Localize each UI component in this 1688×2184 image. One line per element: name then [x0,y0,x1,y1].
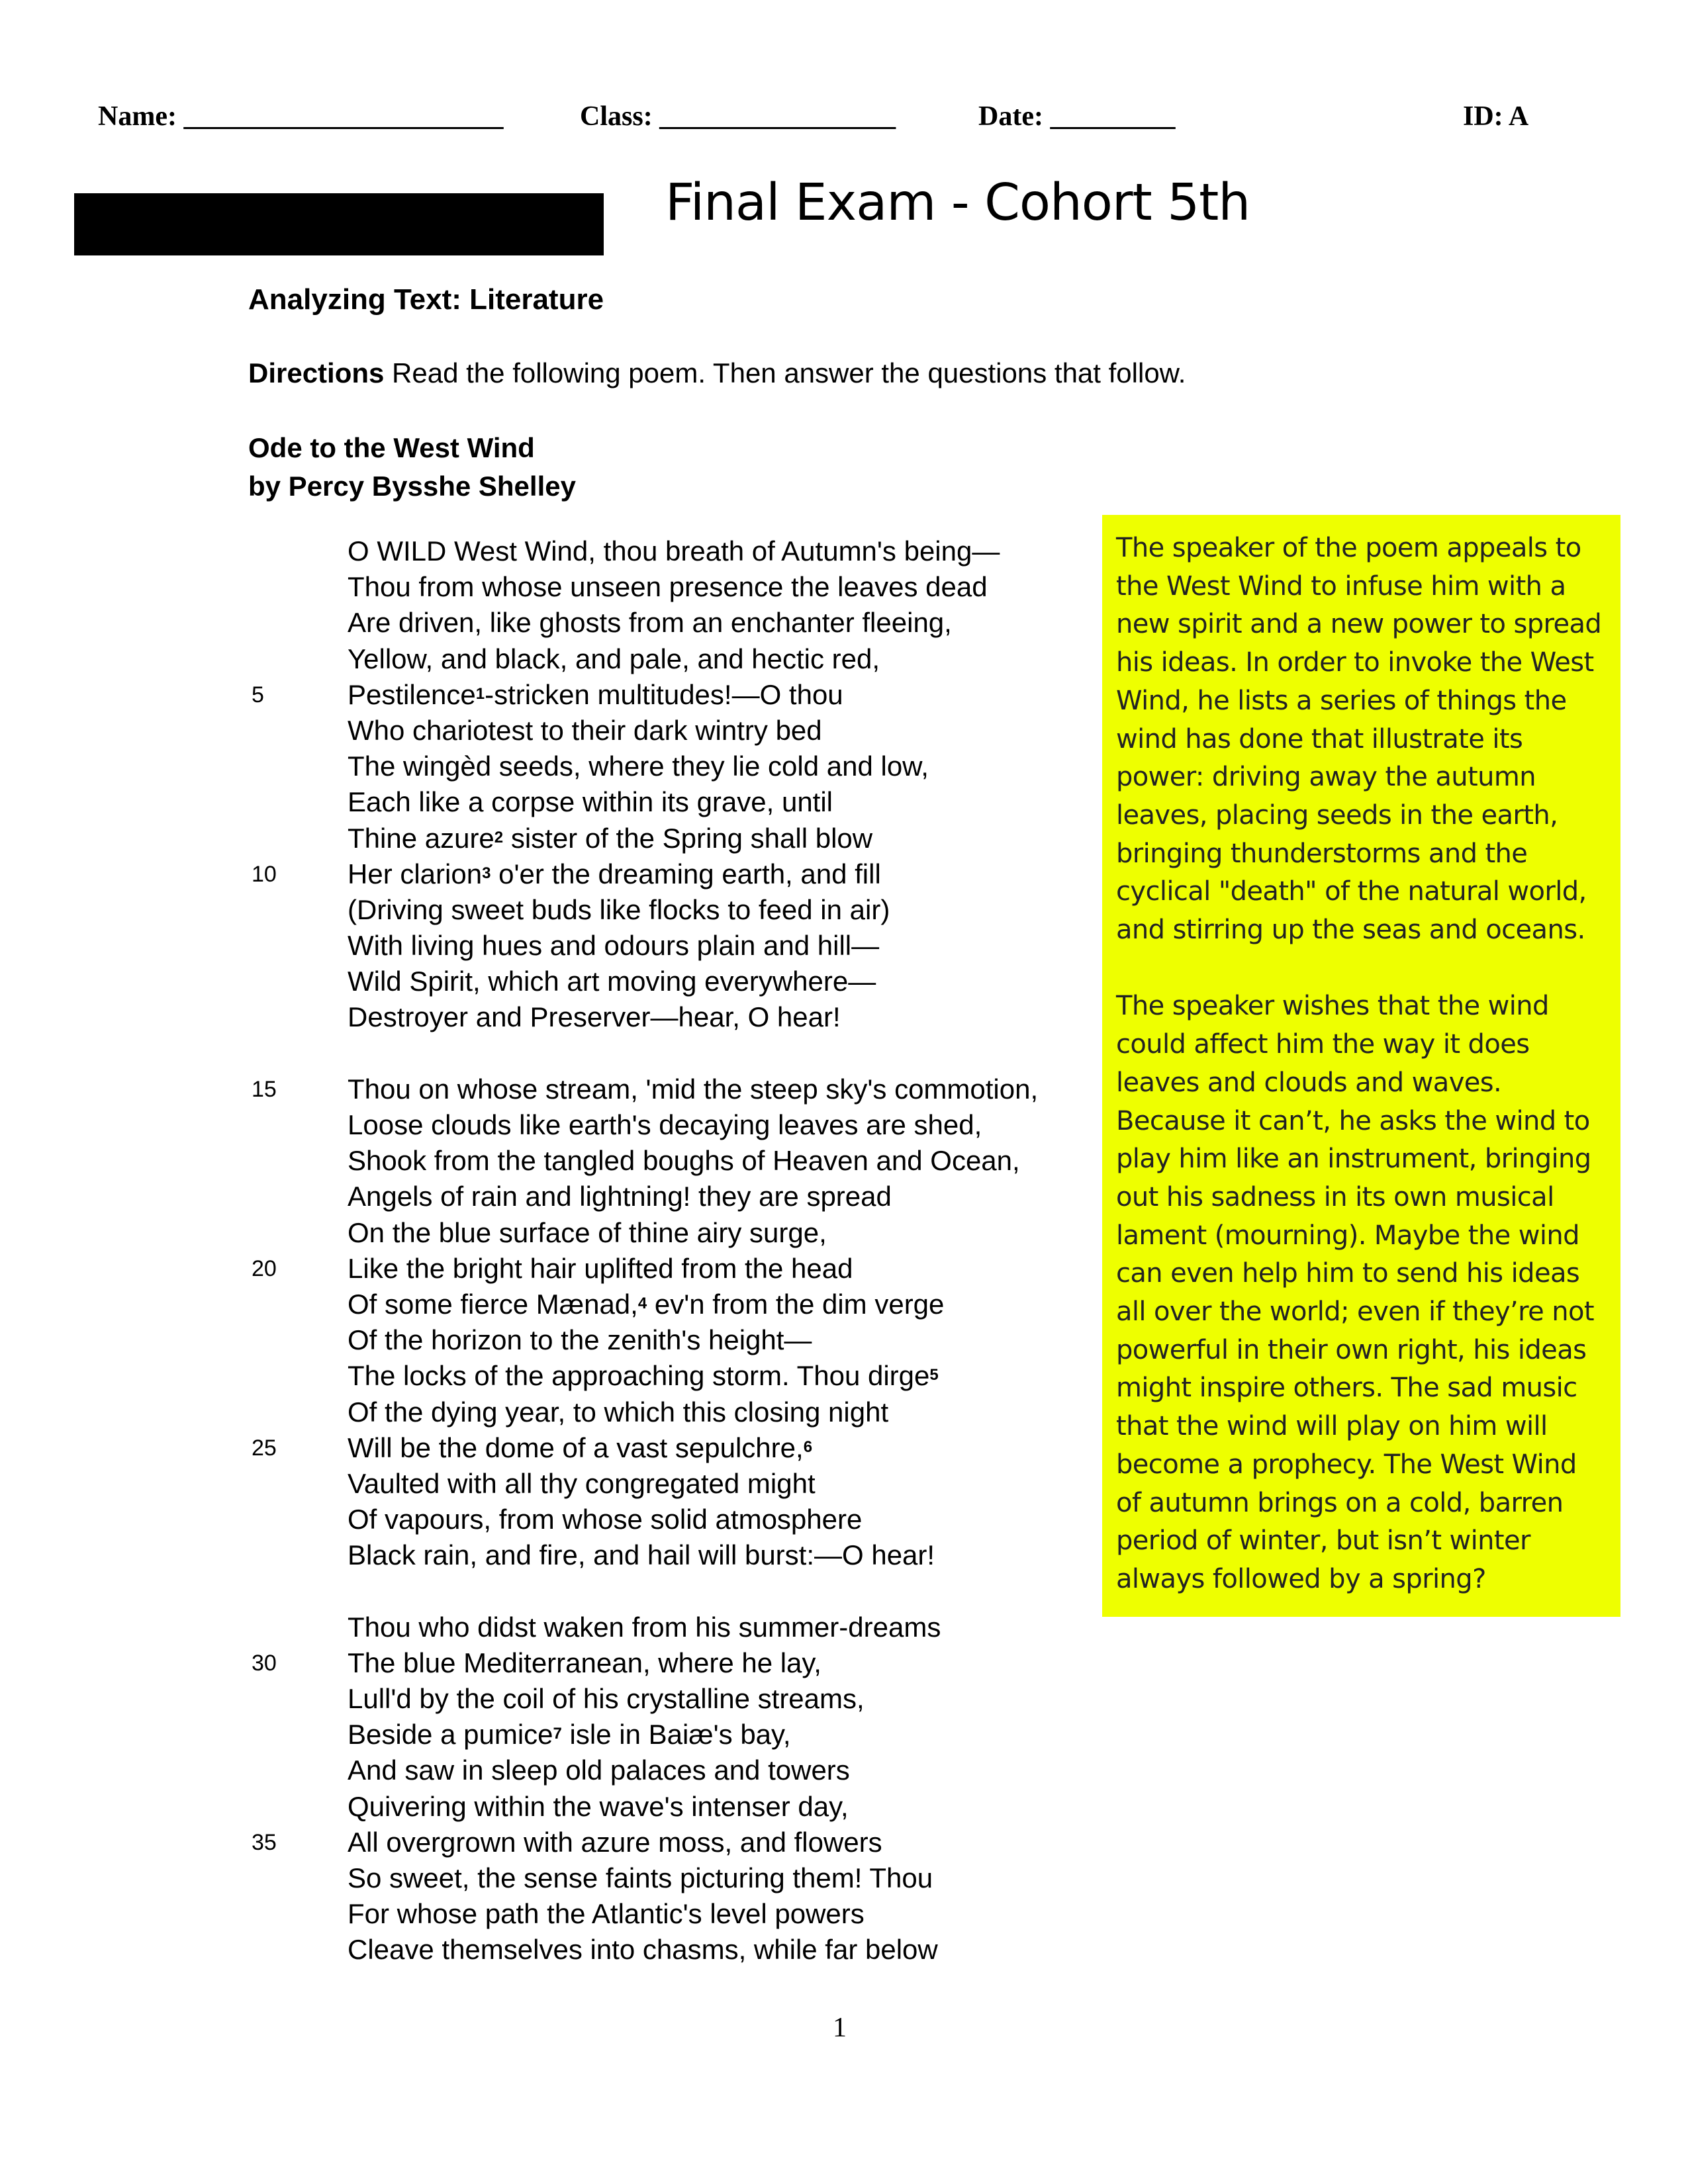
page-number: 1 [833,2013,847,2043]
footnote-marker: 6 [803,1437,813,1456]
line-text: Of the horizon to the zenith's height— [348,1324,812,1356]
poem-line [252,1394,1112,1430]
line-text: Lull'd by the coil of his crystalline streams, [348,1683,865,1714]
line-text-part: Beside a pumice [348,1719,553,1751]
poem-heading [248,429,576,506]
line-text: Thou from whose unseen presence the leaves dead [348,571,988,603]
directions [248,357,1186,389]
line-text: On the blue surface of thine airy surge, [348,1216,827,1248]
poem-line [252,569,1112,605]
poem-line [252,1466,1112,1502]
line-text-part: Thine azure [348,822,494,854]
line-text: Black rain, and fire, and hail will burst:—O hear! [348,1539,935,1571]
poem-line [252,1752,1112,1788]
line-text: Destroyer and Preserver—hear, O hear! [348,1001,841,1033]
poem-line [252,605,1112,641]
line-number: 10 [252,861,277,887]
poem-line [252,1825,1112,1860]
line-text: (Driving sweet buds like flocks to feed in air) [348,893,890,925]
line-text-part: -stricken multitudes!—O thou [485,678,843,710]
poem-line [252,1932,1112,1968]
poem-line [252,677,1112,713]
line-text: All overgrown with azure moss, and flowers [348,1826,882,1858]
directions-label: Directions [248,357,385,388]
redaction-bar [74,193,604,255]
poem-line [252,999,1112,1035]
line-text-part: sister of the Spring shall blow [503,822,873,854]
header-fields [98,101,1541,140]
line-text: The wingèd seeds, where they lie cold and low, [348,751,929,782]
footnote-marker: 5 [929,1366,939,1385]
line-text: Quivering within the wave's intenser day, [348,1790,849,1822]
line-number: 20 [252,1255,277,1281]
line-text: Thou on whose stream, 'mid the steep sky's commotion, [348,1073,1039,1105]
line-text: Each like a corpse within its grave, until [348,786,833,818]
line-text: The blue Mediterranean, where he lay, [348,1647,821,1678]
exam-title: Final Exam - Cohort 5th [665,173,1250,232]
class-field-label: Class: _________________ [580,101,896,132]
poem-line [252,1717,1112,1752]
poem-line [252,964,1112,999]
poem-line [252,713,1112,749]
stanza-break [252,1573,1112,1609]
line-text-part: Pestilence [348,678,476,710]
line-text: Like the bright hair uplifted from the head [348,1252,853,1284]
line-text [348,821,872,856]
poem-author: by Percy Bysshe Shelley [248,471,576,502]
poem-line [252,1251,1112,1287]
poem-line [252,1287,1112,1322]
poem-line [252,749,1112,784]
poem-line [252,856,1112,892]
line-text: Of vapours, from whose solid atmosphere [348,1504,863,1535]
line-number: 25 [252,1435,277,1461]
footnote-marker: 1 [475,684,485,703]
line-number: 30 [252,1650,277,1676]
footnote-marker: 4 [637,1294,647,1312]
line-text [348,856,881,892]
poem-line [252,1179,1112,1214]
line-text-part: Of some fierce Mænad, [348,1288,638,1320]
line-text [348,1358,939,1394]
poem-line [252,1681,1112,1717]
line-text: O WILD West Wind, thou breath of Autumn's being— [348,535,1000,567]
poem-line [252,1071,1112,1107]
stanza-break [252,1036,1112,1071]
poem-line [252,641,1112,677]
line-text [348,1430,812,1466]
poem-line [252,1537,1112,1573]
footnote-marker: 2 [494,828,504,846]
line-text: So sweet, the sense faints picturing them! Thou [348,1862,933,1893]
poem-line [252,1143,1112,1179]
line-number: 5 [252,682,264,707]
directions-text: Read the following poem. Then answer the questions that follow. [384,357,1186,388]
line-text-part: The locks of the approaching storm. Thou dirge [348,1360,930,1392]
section-title: Analyzing Text: Literature [248,283,604,316]
line-text [348,1287,944,1322]
line-number: 15 [252,1076,277,1102]
line-text-part: Her clarion [348,858,483,889]
date-field-label: Date: _________ [978,101,1176,132]
id-label: ID: A [1463,101,1529,132]
line-text: Loose clouds like earth's decaying leaves are shed, [348,1109,982,1140]
line-number: 35 [252,1829,277,1855]
line-text-part: ev'n from the dim verge [647,1288,945,1320]
line-text: Are driven, like ghosts from an enchanter fleeing, [348,607,952,639]
line-text: Yellow, and black, and pale, and hectic red, [348,643,880,674]
line-text: Who chariotest to their dark wintry bed [348,714,822,746]
name-field-label: Name: _______________________ [98,101,504,132]
poem-line [252,1358,1112,1394]
poem-line [252,1215,1112,1251]
poem-line [252,928,1112,964]
poem-line [252,1107,1112,1143]
line-text-part: o'er the dreaming earth, and fill [491,858,881,889]
line-text-part: Will be the dome of a vast sepulchre, [348,1432,804,1463]
line-text: Vaulted with all thy congregated might [348,1467,816,1499]
poem-line [252,1896,1112,1932]
note-paragraph: The speaker wishes that the wind could affect him the way it does leaves and clouds and waves. Because it can’t, he asks the wind to play him like an instrument, bringing out his sadness in its own musical lament (mourning). Maybe the wind can even help him to send his ideas all over the world; even if they’re not powerful in their own right, his ideas might inspire others. The sad music that the wind will play on him will become a prophecy. The West Wind of autumn brings on a cold, barren period of winter, but isn’t winter always followed by a spring? [1116,991,1594,1594]
poem-line [252,1502,1112,1537]
poem-line [252,821,1112,856]
line-text: With living hues and odours plain and hill— [348,930,880,962]
poem-line [252,1430,1112,1466]
highlighted-summary-note [1102,515,1620,1617]
footnote-marker: 7 [553,1725,562,1743]
line-text: Cleave themselves into chasms, while far below [348,1934,938,1966]
line-text: Shook from the tangled boughs of Heaven and Ocean, [348,1145,1020,1177]
line-text: For whose path the Atlantic's level powers [348,1898,865,1930]
poem-line [252,784,1112,820]
line-text [348,677,843,713]
poem-line [252,533,1112,569]
line-text: Angels of rain and lightning! they are spread [348,1181,892,1212]
poem-body [252,533,1112,1968]
poem-line [252,1610,1112,1645]
footnote-marker: 3 [482,864,491,882]
poem-line [252,1645,1112,1681]
line-text-part: isle in Baiæ's bay, [561,1719,791,1751]
line-text: Of the dying year, to which this closing night [348,1396,889,1428]
poem-title: Ode to the West Wind [248,432,535,463]
line-text [348,1717,791,1752]
line-text: Wild Spirit, which art moving everywhere— [348,966,876,997]
poem-line [252,1860,1112,1896]
poem-line [252,1322,1112,1358]
line-text: Thou who didst waken from his summer-dreams [348,1611,941,1643]
poem-line [252,1789,1112,1825]
poem-line [252,892,1112,928]
note-paragraph: The speaker of the poem appeals to the West Wind to infuse him with a new spirit and a new power to spread his ideas. In order to invoke the West Wind, he lists a series of things the wind has done that illustrate its power: driving away the autumn leaves, placing seeds in the earth, bringing thunderstorms and the cyclical "death" of the natural world, and stirring up the seas and oceans. [1116,533,1602,946]
line-text: And saw in sleep old palaces and towers [348,1754,850,1786]
